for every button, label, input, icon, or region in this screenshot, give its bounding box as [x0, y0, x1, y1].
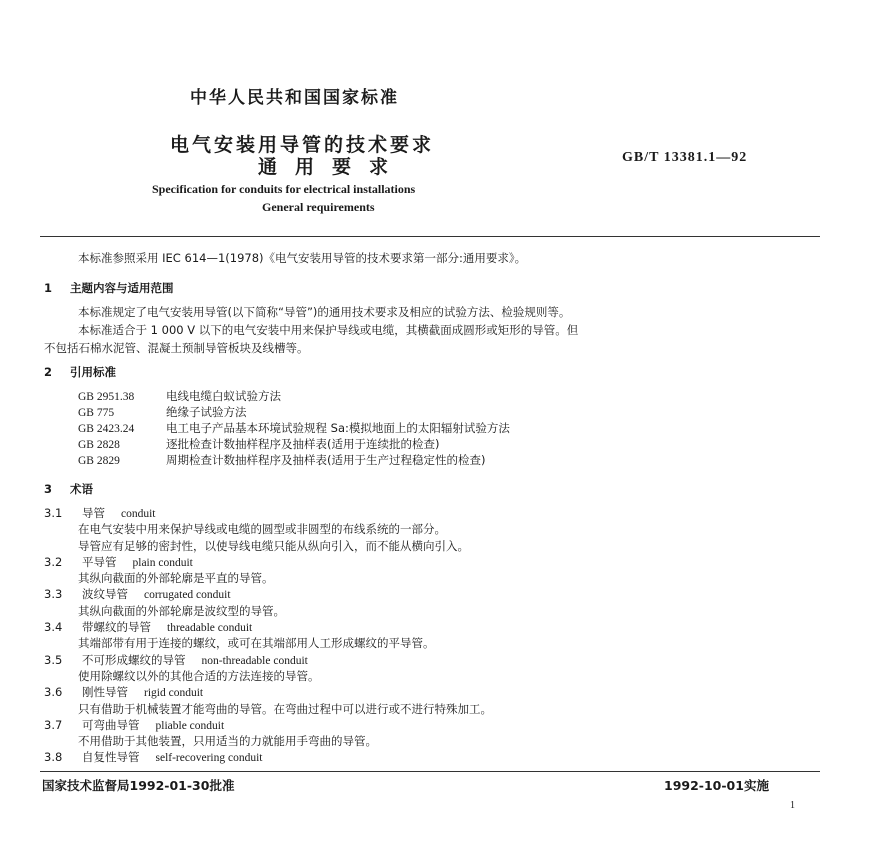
term-name-cn: 波纹导管	[82, 587, 128, 601]
standard-title-cn: 电气安装用导管的技术要求	[170, 134, 435, 156]
intro-paragraph: 本标准参照采用 IEC 614—1(1978)《电气安装用导管的技术要求第一部分:通用要求》。	[78, 251, 527, 265]
term-name-en: corrugated conduit	[144, 589, 231, 601]
term-name-en: self-recovering conduit	[155, 752, 263, 764]
reference-item	[78, 452, 485, 468]
standard-number: GB/T 13381.1—92	[622, 150, 748, 165]
term-definition: 其纵向截面的外部轮廓是波纹型的导管。	[78, 604, 285, 618]
reference-title: 电工电子产品基本环境试验规程 Sa:模拟地面上的太阳辐射试验方法	[166, 421, 510, 435]
term-definition: 不用借助于其他装置，只用适当的力就能用手弯曲的导管。	[78, 734, 377, 748]
term-definition: 其端部带有用于连接的螺纹，或可在其端部用人工形成螺纹的平导管。	[78, 636, 435, 650]
section-3-heading	[44, 481, 93, 497]
reference-item	[78, 420, 510, 436]
term-heading	[44, 684, 203, 700]
term-name-cn: 导管	[82, 506, 105, 520]
effective-date: 1992-10-01实施	[664, 778, 769, 793]
term-heading	[44, 619, 252, 635]
standard-title-en: Specification for conduits for electrical installations	[152, 182, 416, 196]
reference-title: 周期检查计数抽样程序及抽样表(适用于生产过程稳定性的检查)	[166, 453, 486, 467]
reference-item	[78, 404, 247, 420]
section-1-paragraph-2-cont: 不包括石棉水泥管、混凝土预制导管板块及线槽等。	[44, 341, 309, 355]
term-number: 3.8	[44, 750, 63, 764]
footer-divider	[40, 771, 820, 772]
term-name-en: rigid conduit	[144, 687, 204, 699]
term-name-cn: 刚性导管	[82, 685, 128, 699]
term-name-en: non-threadable conduit	[201, 655, 308, 667]
reference-code: GB 2423.24	[78, 423, 135, 435]
term-number: 3.4	[44, 620, 63, 634]
term-number: 3.3	[44, 587, 63, 601]
section-title: 引用标准	[70, 365, 116, 379]
term-name-en: conduit	[121, 508, 156, 520]
reference-code: GB 775	[78, 407, 115, 419]
term-definition: 使用除螺纹以外的其他合适的方法连接的导管。	[78, 669, 320, 683]
term-name-en: plain conduit	[132, 557, 193, 569]
reference-title: 绝缘子试验方法	[166, 405, 247, 419]
section-number: 2	[44, 365, 53, 379]
term-definition: 只有借助于机械装置才能弯曲的导管。在弯曲过程中可以进行或不进行特殊加工。	[78, 702, 492, 716]
page-number: 1	[790, 800, 795, 811]
approval-date: 国家技术监督局1992-01-30批准	[42, 778, 235, 793]
term-number: 3.6	[44, 685, 63, 699]
term-definition: 导管应有足够的密封性，以使导线电缆只能从纵向引入，而不能从横向引入。	[78, 539, 469, 553]
section-1-paragraph-2: 本标准适合于 1 000 V 以下的电气安装中用来保护导线或电缆，其横截面成圆形或矩形的导管。但	[78, 323, 579, 337]
section-number: 1	[44, 281, 53, 295]
term-name-en: threadable conduit	[167, 622, 253, 634]
term-definition: 在电气安装中用来保护导线或电缆的圆型或非圆型的布线系统的一部分。	[78, 522, 446, 536]
section-number: 3	[44, 482, 53, 496]
section-title: 主题内容与适用范围	[70, 281, 174, 295]
reference-title: 电线电缆白蚁试验方法	[166, 389, 281, 403]
term-heading	[44, 586, 231, 602]
term-number: 3.1	[44, 506, 63, 520]
term-name-cn: 平导管	[82, 555, 117, 569]
section-1-heading	[44, 280, 174, 296]
section-1-paragraph-1: 本标准规定了电气安装用导管(以下简称“导管”)的通用技术要求及相应的试验方法、检验规则等。	[78, 305, 571, 319]
term-number: 3.5	[44, 653, 63, 667]
term-heading	[44, 749, 262, 765]
reference-item	[78, 388, 281, 404]
reference-title: 逐批检查计数抽样程序及抽样表(适用于连续批的检查)	[166, 437, 440, 451]
issuing-country-standard-header: 中华人民共和国国家标准	[190, 88, 399, 108]
reference-code: GB 2829	[78, 455, 120, 467]
term-number: 3.7	[44, 718, 63, 732]
term-definition: 其纵向截面的外部轮廓是平直的导管。	[78, 571, 274, 585]
standard-subtitle-cn: 通用要求	[258, 156, 407, 178]
term-name-cn: 带螺纹的导管	[82, 620, 151, 634]
term-heading	[44, 717, 224, 733]
standard-subtitle-en: General requirements	[262, 200, 375, 214]
header-divider	[40, 236, 820, 237]
reference-code: GB 2951.38	[78, 391, 135, 403]
term-heading	[44, 554, 193, 570]
term-number: 3.2	[44, 555, 63, 569]
term-name-en: pliable conduit	[155, 720, 225, 732]
term-heading	[44, 505, 156, 521]
section-2-heading	[44, 364, 116, 380]
reference-code: GB 2828	[78, 439, 120, 451]
reference-item	[78, 436, 439, 452]
term-name-cn: 可弯曲导管	[82, 718, 140, 732]
term-name-cn: 不可形成螺纹的导管	[82, 653, 186, 667]
term-name-cn: 自复性导管	[82, 750, 140, 764]
term-heading	[44, 652, 308, 668]
section-title: 术语	[70, 482, 93, 496]
